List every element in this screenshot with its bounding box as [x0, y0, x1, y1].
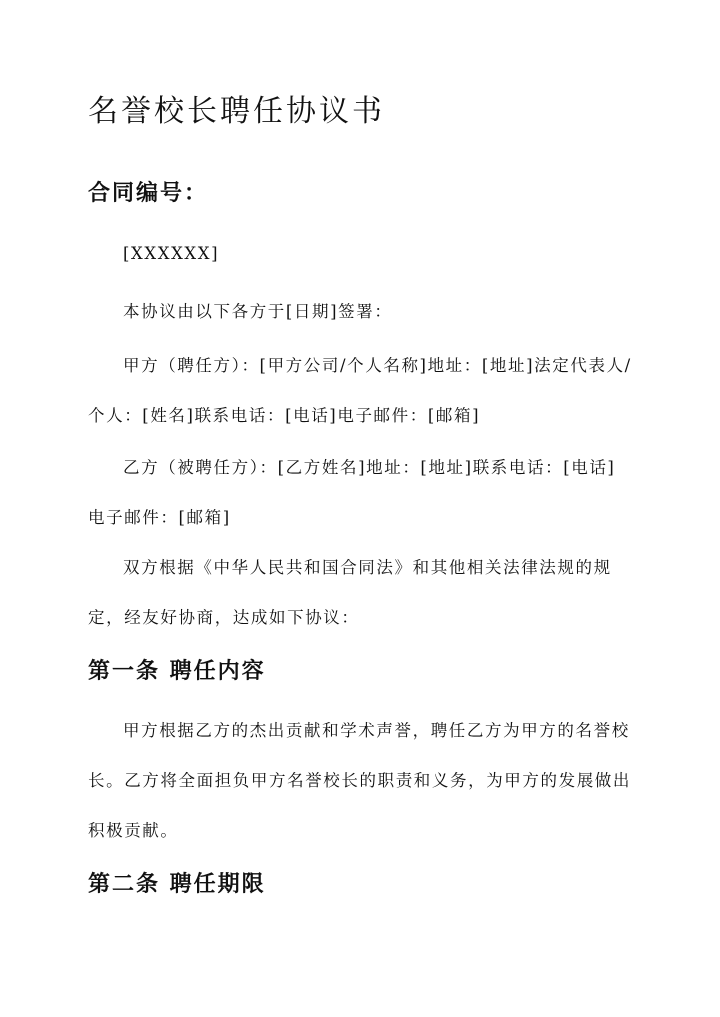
article-1-heading: 第一条 聘任内容 [88, 658, 266, 684]
legal-basis-paragraph: 双方根据《中华人民共和国合同法》和其他相关法律法规的规定，经友好协商，达成如下协议： [88, 558, 612, 627]
contract-number-value: [XXXXXX] [123, 244, 220, 263]
contract-number-label: 合同编号： [88, 180, 209, 206]
party-a-info: 甲方（聘任方）：[甲方公司/个人名称]地址：[地址]法定代表人/个人：[姓名]联系电话：[电话]电子邮件：[邮箱] [88, 356, 632, 425]
party-b-info: 乙方（被聘任方）：[乙方姓名]地址：[地址]联系电话：[电话]电子邮件：[邮箱] [88, 458, 616, 527]
signing-statement: 本协议由以下各方于[日期]签署： [123, 302, 393, 321]
article-2-heading: 第二条 聘任期限 [88, 871, 266, 897]
article-1-text: 甲方根据乙方的杰出贡献和学术声誉，聘任乙方为甲方的名誉校长。乙方将全面担负甲方名誉校长的职责和义务，为甲方的发展做出积极贡献。 [88, 721, 631, 840]
document-title: 名誉校长聘任协议书 [88, 94, 385, 129]
